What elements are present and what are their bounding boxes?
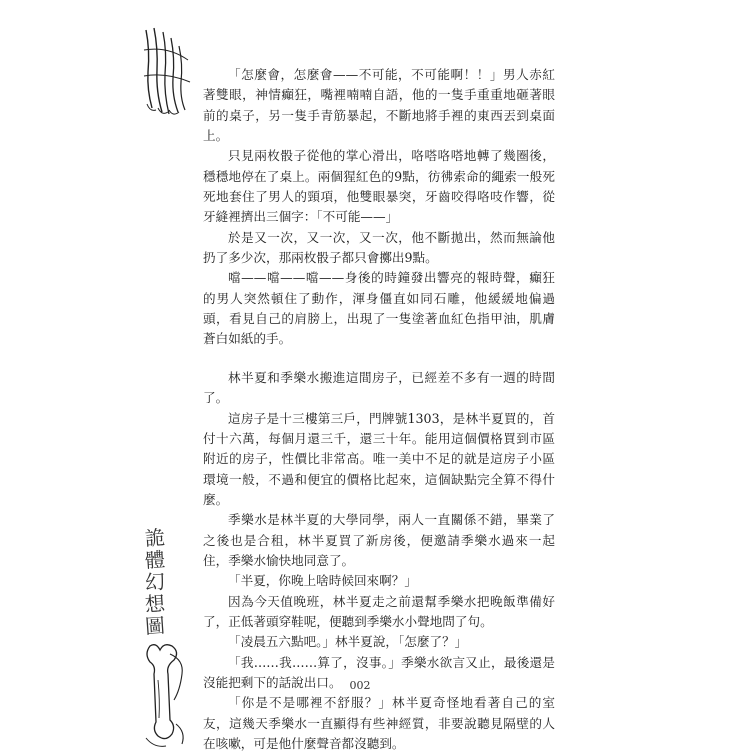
paragraph: 這房子是十三樓第三戶，門牌號1303，是林半夏買的，首付十六萬，每個月還三千，還三十年。能用這個價格買到市區附近的房子，性價比非常高。唯一美中不足的就是這房子小區環境一般，不過和便宜的價格比起來，這個缺點完全算不得什麼。: [203, 410, 555, 507]
paragraph: 季樂水是林半夏的大學同學，兩人一直關係不錯，畢業了之後也是合租，林半夏買了新房後，便邀請季樂水過來一起住，季樂水愉快地同意了。: [203, 512, 555, 568]
body-text: [203, 65, 555, 754]
bone-sketch-decoration: [136, 640, 196, 750]
ink-scribble-decoration: [138, 20, 198, 118]
side-title-char: 幻: [144, 569, 166, 595]
paragraph: 因為今天值晚班，林半夏走之前還幫季樂水把晚飯準備好了，正低著頭穿鞋呢，便聽到季樂水小聲地問了句。: [203, 593, 555, 629]
paragraph: 林半夏和季樂水搬進這間房子，已經差不多有一週的時間了。: [203, 369, 555, 406]
side-title-char: 圖: [144, 613, 166, 639]
paragraph: 「半夏，你晚上啥時候回來啊？」: [228, 573, 417, 589]
paragraph: 於是又一次，又一次，又一次，他不斷拋出，然而無論他扔了多少次，那兩枚骰子都只會擲出9點。: [203, 229, 555, 266]
paragraph: 「我……我……算了，沒事。」季樂水欲言又止，最後還是沒能把剩下的話說出口。: [203, 654, 555, 690]
paragraph: 噹——噹——噹——身後的時鐘發出響亮的報時聲，癲狂的男人突然頓住了動作，渾身僵直如同石雕，他緩緩地偏過頭，看見自己的肩膀上，出現了一隻塗著血紅色指甲油，肌膚蒼白如紙的手。: [203, 270, 555, 347]
paragraph: 「你是不是哪裡不舒服？」林半夏奇怪地看著自己的室友，這幾天季樂水一直顯得有些神經質，非要說聽見隔壁的人在咳嗽，可是他什麼聲音都沒聽到。: [203, 695, 555, 751]
side-title-char: 想: [144, 591, 166, 617]
paragraph: 只見兩枚骰子從他的掌心滑出，咯嗒咯嗒地轉了幾圈後，穩穩地停在了桌上。兩個猩紅色的9點，彷彿索命的繩索一般死死地套住了男人的頸項，他雙眼暴突，牙齒咬得咯吱作響，從牙縫裡擠出三個字：「不可能——」: [203, 148, 555, 225]
side-title-char: 詭: [144, 525, 166, 551]
paragraph: 「凌晨五六點吧。」林半夏說，「怎麼了？」: [228, 634, 468, 650]
page-number: 002: [349, 679, 371, 692]
side-title-char: 體: [144, 547, 166, 573]
side-title-vertical: [140, 525, 170, 639]
paragraph: 「怎麼會，怎麼會——不可能，不可能啊！！」男人赤紅著雙眼，神情癲狂，嘴裡喃喃自語，他的一隻手重重地砸著眼前的桌子，另一隻手青筋暴起，不斷地將手裡的東西丟到桌面上。: [203, 67, 555, 144]
